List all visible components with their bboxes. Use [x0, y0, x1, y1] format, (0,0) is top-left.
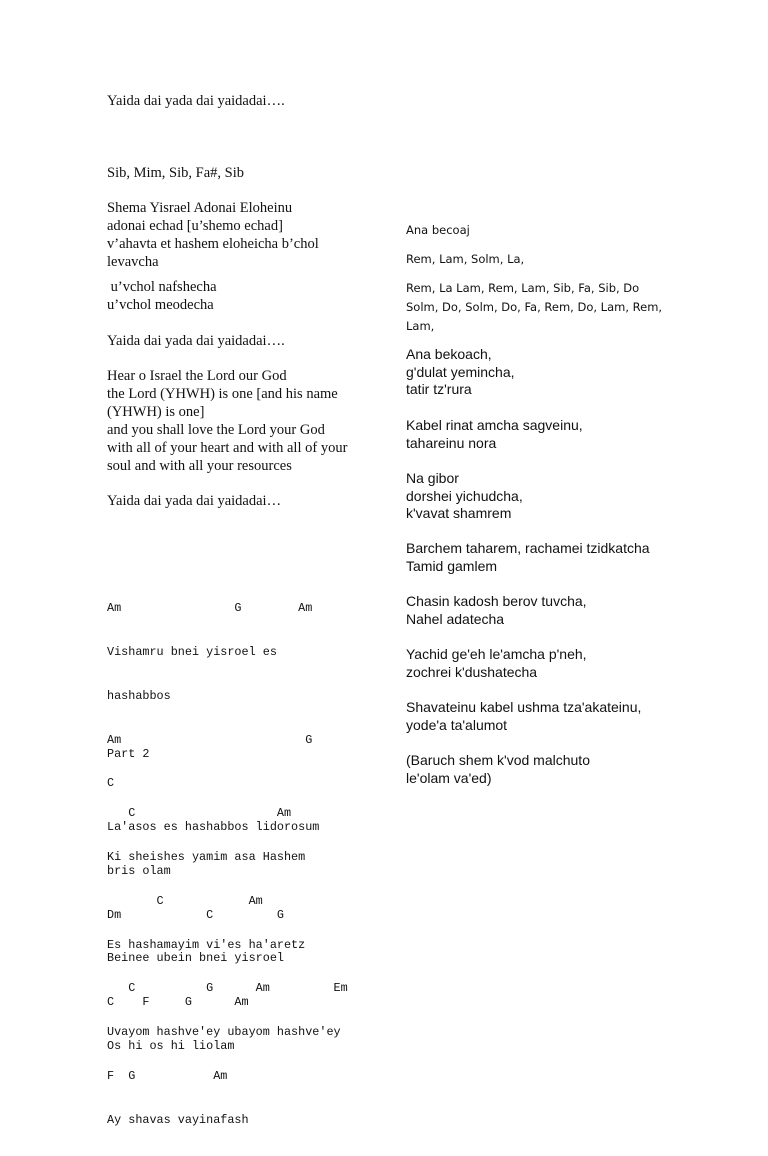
stanza-2: Kabel rinat amcha sagveinu, tahareinu nora: [406, 417, 583, 451]
verse-1: Shema Yisrael Adonai Eloheinu adonai echad [u’shemo echad] v’ahavta et hashem eloheicha b’chol levavcha: [107, 200, 319, 270]
right-chords-2: Rem, La Lam, Rem, Lam, Sib, Fa, Sib, Do Solm, Do, Solm, Do, Fa, Rem, Do, Lam, Rem, Lam,: [406, 281, 663, 333]
stanza-8: (Baruch shem k'vod malchuto le'olam va'ed): [406, 752, 590, 786]
stanza-3: Na gibor dorshei yichudcha, k'vavat shamrem: [406, 470, 523, 521]
intro-line: Yaida dai yada dai yaidadai….: [107, 93, 285, 109]
right-chords-1: Rem, Lam, Solm, La,: [406, 252, 525, 266]
stanza-1: Ana bekoach, g'dulat yemincha, tatir tz'rura: [406, 346, 515, 397]
chord-tab-2: C Am Ki sheishes yamim asa Hashem C Am Es hashamayim vi'es ha'aretz C G Am Em Uvayom hashve'ey ubayom hashve'ey F G Am Ay shavas vayinafash: [107, 806, 348, 1127]
refrain-1: Yaida dai yada dai yaidadai….: [107, 333, 285, 349]
chord-line: Sib, Mim, Sib, Fa#, Sib: [107, 165, 244, 181]
right-title: Ana becoaj: [406, 223, 470, 237]
translation: Hear o Israel the Lord our God the Lord (YHWH) is one [and his name (YHWH) is one] and you shall love the Lord your God with all of your heart and with all of your soul and with all your resources: [107, 368, 348, 474]
stanza-5: Chasin kadosh berov tuvcha, Nahel adatecha: [406, 593, 587, 627]
verse-2: u’vchol nafshecha u’vchol meodecha: [107, 279, 217, 313]
stanza-6: Yachid ge'eh le'amcha p'neh, zochrei k'dushatecha: [406, 646, 587, 680]
chord-tab-1: Am G Am Vishamru bnei yisroel es hashabbos Am G C La'asos es hashabbos lidorosum bris olam Dm C G Beinee ubein bnei yisroel C F G Am Os hi os hi liolam: [107, 601, 320, 1053]
stanza-4: Barchem taharem, rachamei tzidkatcha Tamid gamlem: [406, 540, 650, 574]
part-2-heading: Part 2: [107, 747, 150, 761]
refrain-2: Yaida dai yada dai yaidadai…: [107, 493, 282, 509]
stanza-7: Shavateinu kabel ushma tza'akateinu, yode'a ta'alumot: [406, 699, 642, 733]
